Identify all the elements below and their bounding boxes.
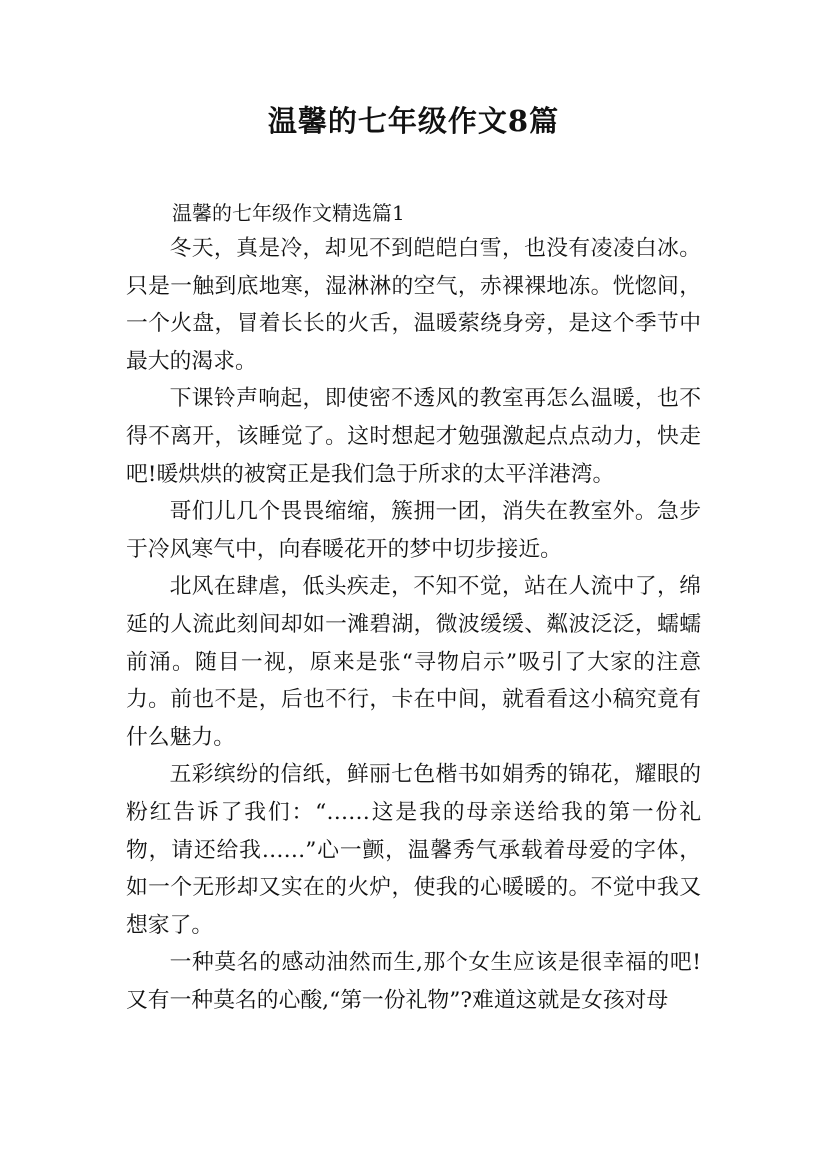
section-heading: 温馨的七年级作文精选篇1 bbox=[172, 201, 405, 225]
paragraph: 北风在肆虐，低头疾走，不知不觉，站在人流中了，绵延的人流此刻间却如一滩碧湖，微波缓缓、粼波泛泛，蠕蠕前涌。随目一视，原来是张“寻物启示”吸引了大家的注意力。前也不是，后也不行，卡在中间，就看看这小稿究竟有什么魅力。 bbox=[126, 574, 701, 750]
paragraph: 冬天，真是冷，却见不到皑皑白雪，也没有凌凌白冰。只是一触到底地寒，湿淋淋的空气，赤裸裸地冻。恍惚间，一个火盘，冒着长长的火舌，温暖萦绕身旁，是这个季节中最大的渴求。 bbox=[126, 236, 701, 374]
document-title: 温馨的七年级作文8篇 bbox=[267, 104, 560, 138]
paragraph: 五彩缤纷的信纸，鲜丽七色楷书如娟秀的锦花，耀眼的粉红告诉了我们：“……这是我的母亲送给我的第一份礼物，请还给我……”心一颤，温馨秀气承载着母爱的字体，如一个无形却又实在的火炉，使我的心暖暖的。不觉中我又想家了。 bbox=[126, 762, 701, 938]
paragraph: 一种莫名的感动油然而生,那个女生应该是很幸福的吧!又有一种莫名的心酸,“第一份礼物”?难道这就是女孩对母 bbox=[126, 950, 701, 1013]
paragraph: 哥们儿几个畏畏缩缩，簇拥一团，消失在教室外。急步于冷风寒气中，向春暖花开的梦中切步接近。 bbox=[126, 499, 701, 562]
document-body bbox=[126, 230, 701, 1019]
paragraph: 下课铃声响起，即使密不透风的教室再怎么温暖，也不得不离开，该睡觉了。这时想起才勉强激起点点动力，快走吧!暖烘烘的被窝正是我们急于所求的太平洋港湾。 bbox=[126, 386, 701, 487]
